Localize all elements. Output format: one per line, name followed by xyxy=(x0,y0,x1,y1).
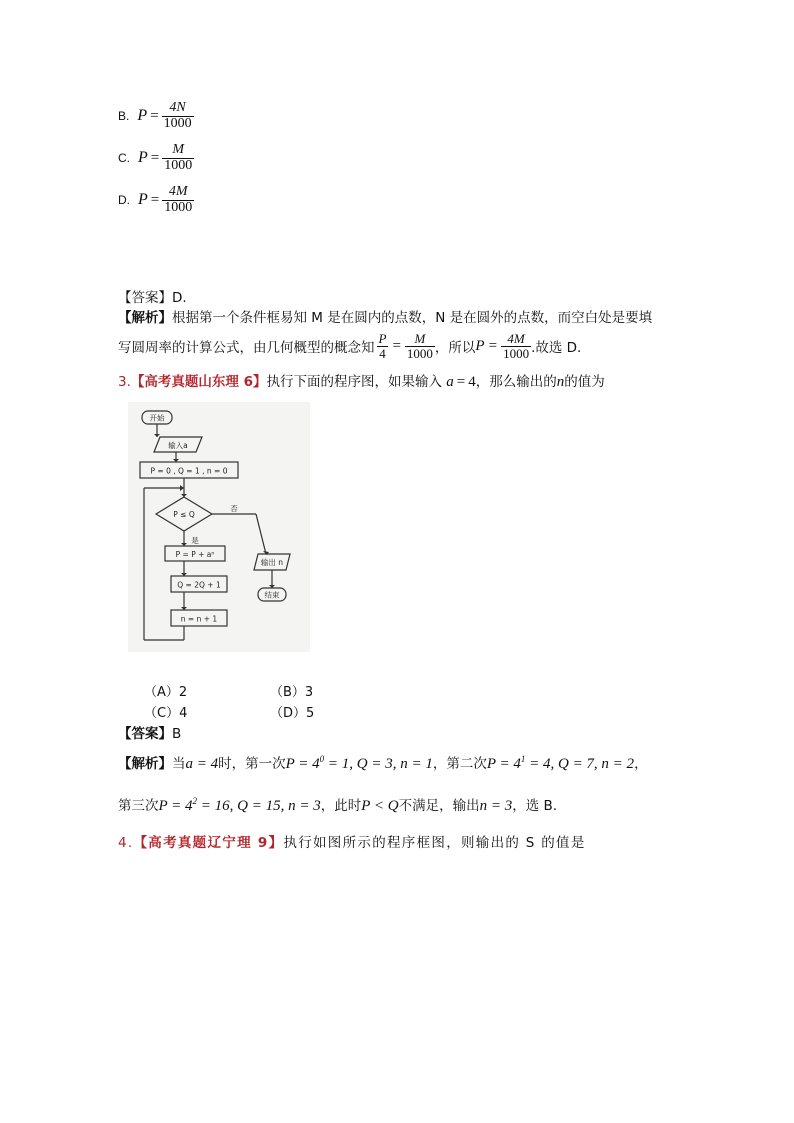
math-output: n = 3 xyxy=(479,798,513,814)
variable-n: n xyxy=(556,374,565,390)
fraction-denominator: 1000 xyxy=(164,157,193,173)
flow-step2-label: Q = 2Q + 1 xyxy=(177,580,221,590)
flow-end-label: 结束 xyxy=(264,590,280,600)
analysis-text: 第三次 xyxy=(118,798,159,814)
option-letter: C. xyxy=(118,151,130,165)
answer-value: B xyxy=(172,726,182,742)
fraction-numerator: M xyxy=(405,332,435,347)
equals-sign: = xyxy=(488,337,498,354)
variable-p: P xyxy=(475,337,485,354)
equals-sign: = xyxy=(456,374,466,390)
math-base: P = 4 xyxy=(486,756,521,772)
option-eq: = xyxy=(150,107,159,124)
fraction-p-over-4 xyxy=(377,332,389,360)
q2-answer xyxy=(118,286,187,306)
answer-value: D. xyxy=(172,290,187,306)
math-compare: P < Q xyxy=(361,798,399,814)
choice-d: （D）5 xyxy=(270,706,315,721)
analysis-text: ，所以 xyxy=(434,340,476,356)
option-eq: = xyxy=(150,149,160,166)
choice-a: （A）2 xyxy=(144,685,188,700)
option-b xyxy=(118,96,194,136)
math-base: P = 4 xyxy=(158,798,193,814)
question-text: 执行如图所示的程序框图，则输出的 S 的值是 xyxy=(283,835,586,851)
fraction-denominator: 1000 xyxy=(406,345,433,361)
math-rest: = 1, Q = 3, n = 1 xyxy=(324,756,433,772)
flow-init-label: P = 0 , Q = 1 , n = 0 xyxy=(150,466,228,476)
variable-a: a xyxy=(446,374,454,390)
q3-analysis-line2 xyxy=(118,794,557,815)
option-lhs: P xyxy=(138,191,148,208)
analysis-text: ， xyxy=(634,756,648,772)
flow-start-label: 开始 xyxy=(149,413,165,423)
math-rest: = 4, Q = 7, n = 2 xyxy=(525,756,635,772)
question-text: 的值为 xyxy=(564,374,605,390)
flow-step1-label: P = P + aⁿ xyxy=(175,550,215,559)
flow-input-label: 输入a xyxy=(168,441,188,450)
flow-output-label: 输出 n xyxy=(260,558,284,567)
question-text: 执行下面的程序图，如果输入 xyxy=(266,374,442,390)
analysis-text: ，选 B. xyxy=(512,798,558,814)
fraction-m-over-1000 xyxy=(405,332,435,360)
analysis-text: 当 xyxy=(172,756,186,772)
math-third xyxy=(159,798,321,814)
analysis-text: ，此时 xyxy=(320,798,362,814)
question-source: 【高考真题辽宁理 9】 xyxy=(133,835,284,851)
option-letter: D. xyxy=(118,193,130,207)
flow-decision-label: P ≤ Q xyxy=(173,510,195,519)
option-eq: = xyxy=(150,191,160,208)
analysis-tag: 【解析】 xyxy=(118,310,172,326)
analysis-tag: 【解析】 xyxy=(118,756,172,772)
fraction-denominator: 1000 xyxy=(164,199,193,215)
flow-step3-label: n = n + 1 xyxy=(180,614,218,624)
option-c xyxy=(118,138,194,178)
q3-stem xyxy=(118,370,605,391)
fraction-4m-over-1000 xyxy=(501,332,531,360)
fraction-denominator: 1000 xyxy=(503,345,530,361)
option-d xyxy=(118,180,194,220)
choice-c: （C）4 xyxy=(144,706,188,721)
math-exponent: 2 xyxy=(192,796,198,806)
flow-yes-label: 是 xyxy=(191,536,199,545)
q3-analysis-line1 xyxy=(118,752,648,773)
option-fraction xyxy=(162,185,194,215)
question-number: 3. xyxy=(118,374,131,390)
math-second xyxy=(487,756,634,772)
option-fraction xyxy=(162,101,194,131)
option-lhs: P xyxy=(137,107,148,124)
q2-analysis-line1 xyxy=(118,306,652,326)
math-base: P = 4 xyxy=(285,756,320,772)
math-condition: a = 4 xyxy=(185,756,219,772)
answer-tag: 【答案】 xyxy=(118,726,172,742)
fraction-numerator: P xyxy=(378,330,387,346)
answer-tag: 【答案】 xyxy=(118,290,172,306)
fraction-numerator: M xyxy=(162,143,194,159)
flowchart xyxy=(128,402,310,652)
fraction-denominator: 1000 xyxy=(163,115,192,131)
math-exponent: 0 xyxy=(319,754,325,764)
question-number: 4. xyxy=(118,835,134,851)
option-fraction xyxy=(162,143,194,173)
math-first xyxy=(286,756,433,772)
analysis-text: 根据第一个条件框易知 M 是在圆内的点数，N 是在圆外的点数，而空白处是要填 xyxy=(172,310,653,326)
equals-sign: = xyxy=(392,337,401,354)
fraction-numerator: 4M xyxy=(501,332,531,347)
value-a: 4 xyxy=(468,374,476,390)
q2-analysis-line2 xyxy=(118,326,581,366)
option-letter: B. xyxy=(118,109,130,123)
q4-stem xyxy=(118,831,586,851)
fraction-numerator: 4N xyxy=(162,101,194,117)
analysis-text: ，第二次 xyxy=(432,756,487,772)
math-rest: = 16, Q = 15, n = 3 xyxy=(197,798,321,814)
analysis-text: 写圆周率的计算公式，由几何概型的概念知 xyxy=(118,340,375,356)
option-lhs: P xyxy=(138,149,148,166)
q3-answer xyxy=(118,722,181,742)
choice-b: （B）3 xyxy=(270,685,314,700)
analysis-text: 时，第一次 xyxy=(218,756,286,772)
question-text: ，那么输出的 xyxy=(475,374,557,390)
question-source: 【高考真题山东理 6】 xyxy=(130,374,267,390)
flow-no-label: 否 xyxy=(230,504,238,513)
analysis-text: .故选 D. xyxy=(531,340,582,356)
math-exponent: 1 xyxy=(520,754,526,764)
fraction-numerator: 4M xyxy=(162,185,194,201)
analysis-text: 不满足，输出 xyxy=(398,798,480,814)
fraction-denominator: 4 xyxy=(379,345,386,361)
